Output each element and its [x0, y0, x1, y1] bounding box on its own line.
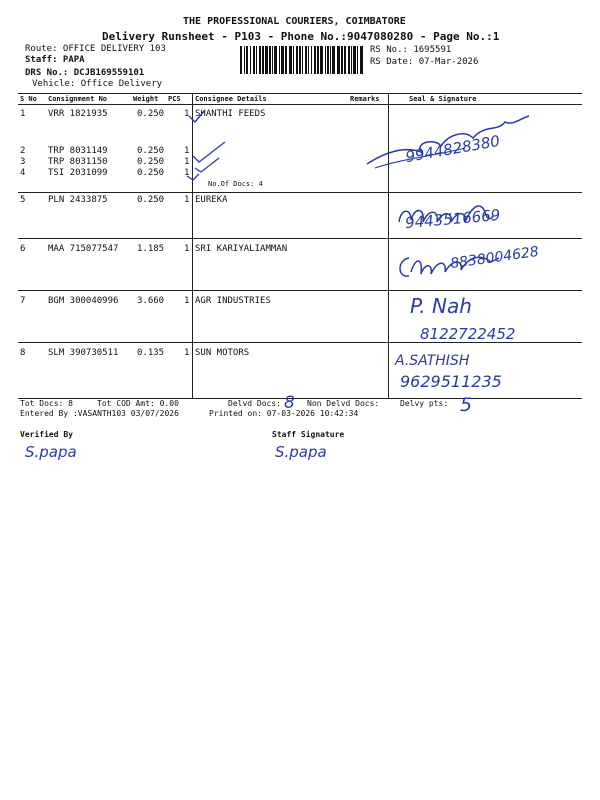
barcode-bar: [357, 46, 358, 74]
barcode-bar: [293, 46, 294, 74]
barcode-bar: [305, 46, 307, 74]
barcode-bar: [289, 46, 292, 74]
barcode-bar: [325, 46, 326, 74]
row-weight: 3.660: [137, 296, 165, 306]
barcode-bar: [285, 46, 287, 74]
row-pcs: 1: [184, 348, 190, 358]
row-rule: [18, 290, 582, 291]
row-consignment: BGM 300040996: [48, 296, 119, 306]
staff-signature: S.papa: [275, 443, 327, 461]
row-sno: 8: [20, 348, 26, 358]
row-pcs: 1: [184, 109, 190, 119]
col-seal: Seal & Signature: [409, 95, 477, 103]
row-weight: 0.250: [137, 168, 165, 178]
signature-name-4: P. Nah: [410, 294, 472, 318]
barcode-bar: [269, 46, 271, 74]
barcode-bar: [311, 46, 312, 74]
row-pcs: 1: [184, 244, 190, 254]
table-top-rule: [18, 93, 582, 94]
verified-signature: S.papa: [25, 443, 77, 461]
vehicle-text: Vehicle: Office Delivery: [32, 79, 163, 89]
row-sno: 5: [20, 195, 26, 205]
table-header-rule: [18, 104, 582, 105]
row-weight: 0.250: [137, 157, 165, 167]
rs-number: RS No.: 1695591: [370, 45, 452, 55]
handwritten-checkmarks: [185, 108, 245, 183]
col-weight: Weight: [133, 95, 159, 103]
entered-by: Entered By :VASANTH103 03/07/2026: [20, 409, 179, 418]
col-pcs: PCS: [168, 95, 181, 103]
barcode-bar: [265, 46, 268, 74]
row-consignee: SHANTHI FEEDS: [195, 109, 266, 119]
barcode-bar: [348, 46, 350, 74]
barcode-bar: [308, 46, 309, 74]
signature-phone-3: 8838004628: [449, 243, 540, 273]
row-weight: 0.135: [137, 348, 165, 358]
delivered-docs-handwritten: 8: [284, 393, 295, 413]
barcode-bar: [240, 46, 242, 74]
barcode-bar: [330, 46, 331, 74]
barcode-bar: [337, 46, 340, 74]
barcode-bar: [317, 46, 319, 74]
row-sno: 3: [20, 157, 26, 167]
barcode-bar: [341, 46, 343, 74]
row-consignment: SLM 390730511: [48, 348, 119, 358]
row-sno: 2: [20, 146, 26, 156]
row-sno: 1: [20, 109, 26, 119]
row-consignee: SRI KARIYALIAMMAN: [195, 244, 288, 254]
barcode-bar: [262, 46, 264, 74]
delivery-points-handwritten: 5: [460, 394, 473, 416]
signature-phone-4: 8122722452: [420, 325, 516, 343]
col-consignment: Consignment No: [48, 95, 108, 103]
col-remarks: Remarks: [350, 95, 380, 103]
barcode-bar: [259, 46, 261, 74]
barcode-bar: [353, 46, 356, 74]
barcode-bar: [302, 46, 303, 74]
signature-phone-5: 9629511235: [400, 372, 502, 391]
row-consignment: TSI 2031099: [48, 168, 108, 178]
signature-phone-1: 9944828380: [404, 131, 502, 167]
row-consignee: AGR INDUSTRIES: [195, 296, 271, 306]
barcode-bar: [279, 46, 280, 74]
company-title: THE PROFESSIONAL COURIERS, COIMBATORE: [183, 16, 406, 27]
staff-text: Staff: PAPA: [25, 55, 85, 65]
non-delivered-docs-label: Non Delvd Docs:: [307, 399, 380, 408]
row-rule: [18, 192, 582, 193]
barcode-bar: [253, 46, 255, 74]
barcode-bar: [344, 46, 346, 74]
barcode-bar: [281, 46, 284, 74]
barcode-bar: [332, 46, 335, 74]
route-text: Route: OFFICE DELIVERY 103: [25, 44, 166, 54]
barcode: [240, 46, 366, 74]
no-of-docs: No.Of Docs: 4: [208, 180, 263, 188]
barcode-bar: [256, 46, 257, 74]
barcode-bar: [250, 46, 251, 74]
runsheet-title: Delivery Runsheet - P103 - Phone No.:9047080280 - Page No.:1: [102, 30, 500, 43]
barcode-bar: [320, 46, 323, 74]
barcode-bar: [299, 46, 301, 74]
row-pcs: 1: [184, 296, 190, 306]
barcode-bar: [296, 46, 298, 74]
printed-on: Printed on: 07-03-2026 10:42:34: [209, 409, 359, 418]
col-sno: S No: [20, 95, 37, 103]
row-rule: [18, 238, 582, 239]
col-consignee: Consignee Details: [195, 95, 267, 103]
row-weight: 0.250: [137, 146, 165, 156]
row-consignment: PLN 2433875: [48, 195, 108, 205]
row-pcs: 1: [184, 157, 190, 167]
total-cod-amount: Tot COD Amt: 0.00: [97, 399, 179, 408]
barcode-bar: [351, 46, 352, 74]
row-pcs: 1: [184, 168, 190, 178]
total-docs: Tot Docs: 8: [20, 399, 73, 408]
rs-date: RS Date: 07-Mar-2026: [370, 57, 479, 67]
row-weight: 1.185: [137, 244, 165, 254]
row-consignee: EUREKA: [195, 195, 228, 205]
row-consignee: SUN MOTORS: [195, 348, 250, 358]
row-sno: 6: [20, 244, 26, 254]
barcode-bar: [314, 46, 316, 74]
row-weight: 0.250: [137, 109, 165, 119]
barcode-bar: [327, 46, 329, 74]
barcode-bar: [244, 46, 245, 74]
barcode-bar: [360, 46, 363, 74]
staff-signature-label: Staff Signature: [272, 430, 345, 439]
barcode-bar: [274, 46, 277, 74]
row-consignment: TRP 8031150: [48, 157, 108, 167]
barcode-bar: [246, 46, 248, 74]
row-consignment: MAA 715077547: [48, 244, 119, 254]
signature-phone-2: 9443516669: [404, 205, 502, 233]
verified-by-label: Verified By: [20, 430, 73, 439]
row-sno: 7: [20, 296, 26, 306]
drs-text: DRS No.: DCJB169559101: [25, 68, 145, 78]
row-consignment: VRR 1821935: [48, 109, 108, 119]
row-pcs: 1: [184, 146, 190, 156]
barcode-bar: [272, 46, 273, 74]
signature-name-5: A.SATHISH: [395, 353, 470, 369]
delivered-docs-label: Delvd Docs:: [228, 399, 281, 408]
delivery-points-label: Delvy pts:: [400, 399, 449, 408]
row-consignment: TRP 8031149: [48, 146, 108, 156]
row-sno: 4: [20, 168, 26, 178]
row-pcs: 1: [184, 195, 190, 205]
row-weight: 0.250: [137, 195, 165, 205]
